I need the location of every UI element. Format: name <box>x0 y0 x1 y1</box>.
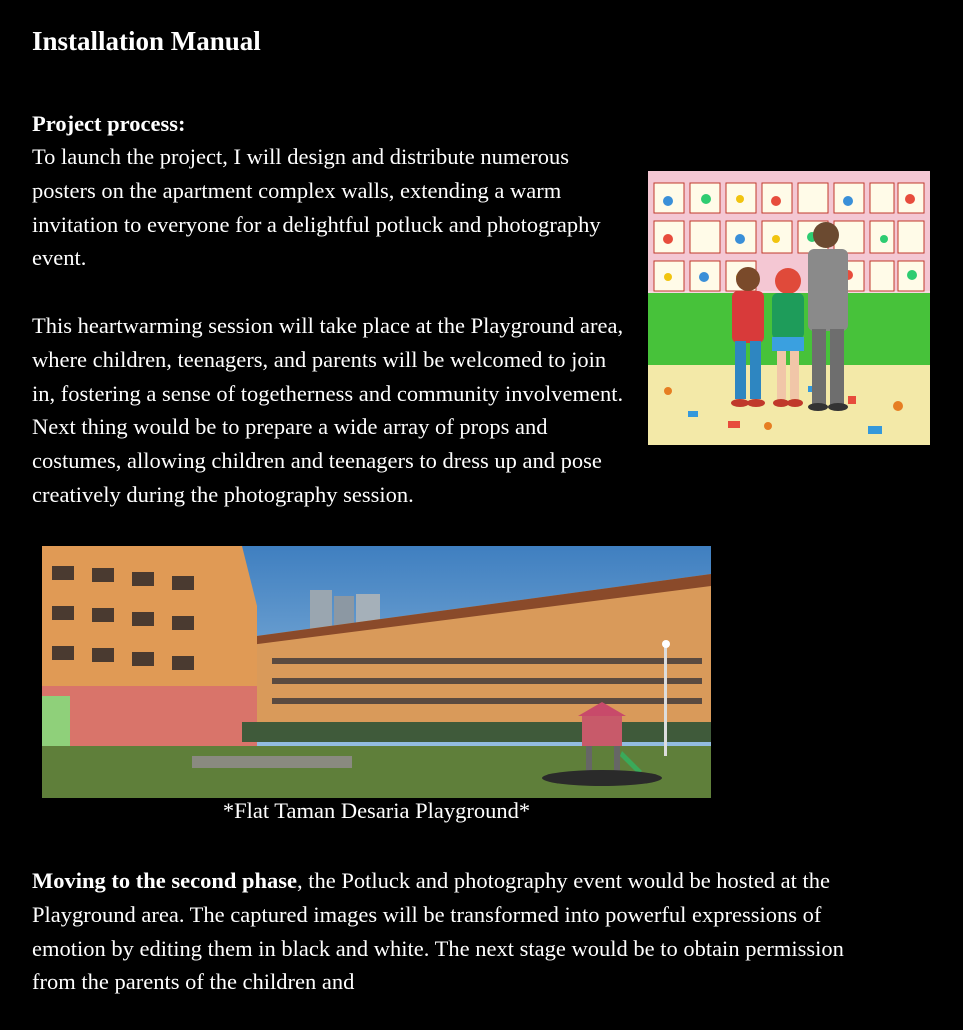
second-phase-lead: Moving to the second phase <box>32 868 298 893</box>
paragraph-posters: To launch the project, I will design and distribute numerous posters on the apartment complex walls, extending a warm invitation to everyone for a delightful potluck and photography event. <box>32 144 601 271</box>
paragraph-second-phase <box>32 864 852 999</box>
section-heading: Project process: <box>32 111 186 136</box>
page-title: Installation Manual <box>32 26 261 56</box>
second-phase-text: , the Potluck and photography event would be hosted at the Playground area. The captured images will be transformed into powerful expressions of emotion by editing them in black and white. The next stage would be to obtain permission from the parents of the children and <box>32 868 844 995</box>
playground-photo-image <box>42 546 711 798</box>
photo-caption: *Flat Taman Desaria Playground* <box>222 798 531 823</box>
paragraph-session: This heartwarming session will take place at the Playground area, where children, teenagers, and parents will be welcomed to join in, fostering a sense of togetherness and community involvement. Next thing would be to prepare a wide array of props and costumes, allowing children and teenagers to dress up and pose creatively during the photography session. <box>32 313 624 507</box>
family-illustration-image <box>648 171 930 445</box>
